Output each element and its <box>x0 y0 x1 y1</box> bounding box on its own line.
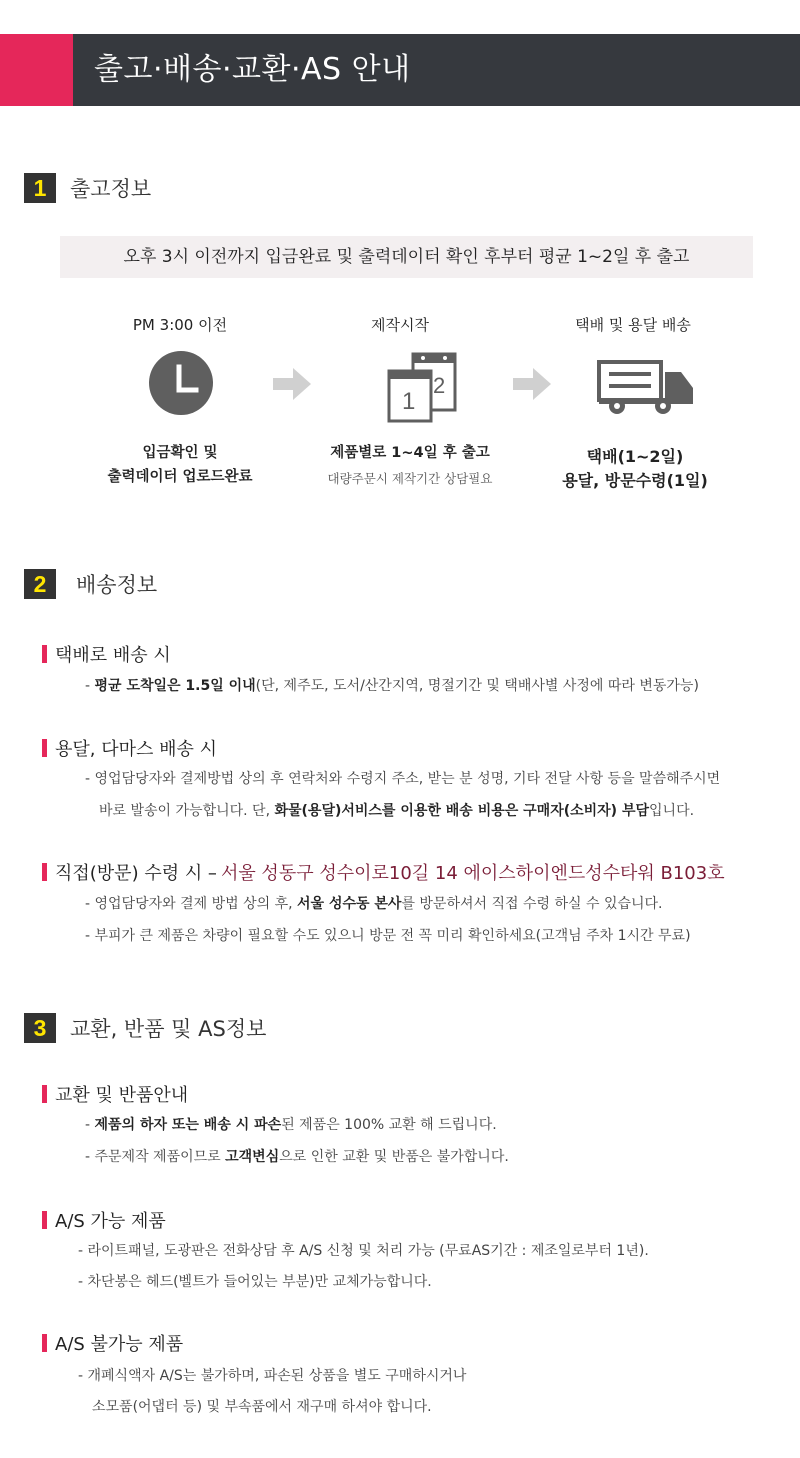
page-header <box>0 34 800 106</box>
section-2-heading <box>24 568 157 600</box>
as-ok-heading <box>42 1207 166 1233</box>
step-3-desc-2: 용달, 방문수령(1일) <box>562 471 708 490</box>
truck-title: 용달, 다마스 배송 시 <box>55 739 217 760</box>
truck-heading <box>42 735 217 761</box>
heading-marker <box>42 1211 47 1229</box>
header-accent-block <box>0 34 73 106</box>
arrow-right-icon <box>513 368 551 400</box>
step-2-label: 제작시작 <box>371 316 429 334</box>
pickup-address: 서울 성동구 성수이로10길 14 에이스하이엔드성수타워 B103호 <box>220 863 725 884</box>
step-1-desc-2: 출력데이터 업로드완료 <box>107 469 253 485</box>
return-line-2: - 주문제작 제품이므로 고객변심으로 인한 교환 및 반품은 불가합니다. <box>85 1149 509 1165</box>
section-number: 2 <box>24 569 56 599</box>
courier-line-1: - 평균 도착일은 1.5일 이내(단, 제주도, 도서/산간지역, 명절기간 및 택배사별 사정에 따라 변동가능) <box>85 678 699 694</box>
truck-line-2: 바로 발송이 가능합니다. 단, 화물(용달)서비스를 이용한 배송 비용은 구매자(소비자) 부담입니다. <box>99 803 695 819</box>
step-3-label: 택배 및 용달 배송 <box>575 316 691 334</box>
heading-marker <box>42 645 47 663</box>
heading-marker <box>42 739 47 757</box>
section-1-heading <box>24 172 151 204</box>
as-no-heading <box>42 1330 183 1356</box>
section-title: 배송정보 <box>76 573 158 597</box>
heading-marker <box>42 1085 47 1103</box>
courier-title: 택배로 배송 시 <box>55 645 171 666</box>
heading-marker <box>42 1334 47 1352</box>
as-no-line-2: 소모품(어댑터 등) 및 부속품에서 재구매 하셔야 합니다. <box>92 1399 432 1415</box>
courier-heading <box>42 641 171 667</box>
as-ok-line-1: - 라이트패널, 도광판은 전화상담 후 A/S 신청 및 처리 가능 (무료AS기간 : 제조일로부터 1년). <box>78 1243 649 1259</box>
as-ok-title: A/S 가능 제품 <box>55 1211 166 1232</box>
return-title: 교환 및 반품안내 <box>55 1085 189 1106</box>
pickup-line-1: - 영업담당자와 결제 방법 상의 후, 서울 성수동 본사를 방문하셔서 직접 수령 하실 수 있습니다. <box>85 896 663 912</box>
pickup-line-2: - 부피가 큰 제품은 차량이 필요할 수도 있으니 방문 전 꼭 미리 확인하세요(고객님 주차 1시간 무료) <box>85 928 691 944</box>
step-2-desc-1: 제품별로 1~4일 후 출고 <box>330 445 490 461</box>
release-notice: 오후 3시 이전까지 입금완료 및 출력데이터 확인 후부터 평균 1~2일 후 출고 <box>60 236 753 278</box>
step-1-desc-1: 입금확인 및 <box>142 445 218 461</box>
return-heading <box>42 1081 188 1107</box>
pickup-heading <box>42 859 725 885</box>
step-1-label: PM 3:00 이전 <box>132 316 228 334</box>
section-number: 1 <box>24 173 56 203</box>
truck-icon <box>597 360 695 416</box>
truck-line-1: - 영업담당자와 결제방법 상의 후 연락처와 수령지 주소, 받는 분 성명, 기타 전달 사항 등을 말씀해주시면 <box>85 771 721 787</box>
step-3-desc-1: 택배(1~2일) <box>586 447 684 466</box>
return-line-1: - 제품의 하자 또는 배송 시 파손된 제품은 100% 교환 해 드립니다. <box>85 1117 497 1133</box>
calendar-front-number: 1 <box>402 388 416 415</box>
pickup-title: 직접(방문) 수령 시 – <box>55 863 217 884</box>
page-title: 출고·배송·교환·AS 안내 <box>94 52 411 87</box>
calendar-icon <box>385 351 459 425</box>
section-title: 출고정보 <box>70 177 152 201</box>
heading-marker <box>42 863 47 881</box>
section-title: 교환, 반품 및 AS정보 <box>70 1017 267 1041</box>
step-2-desc-2: 대량주문시 제작기간 상담필요 <box>327 471 493 486</box>
section-3-heading <box>24 1012 266 1044</box>
as-no-title: A/S 불가능 제품 <box>55 1334 184 1355</box>
clock-icon <box>148 350 214 416</box>
as-ok-line-2: - 차단봉은 헤드(벨트가 들어있는 부분)만 교체가능합니다. <box>78 1274 432 1290</box>
section-number: 3 <box>24 1013 56 1043</box>
calendar-back-number: 2 <box>433 373 446 398</box>
arrow-right-icon <box>273 368 311 400</box>
as-no-line-1: - 개폐식액자 A/S는 불가하며, 파손된 상품을 별도 구매하시거나 <box>78 1368 467 1384</box>
